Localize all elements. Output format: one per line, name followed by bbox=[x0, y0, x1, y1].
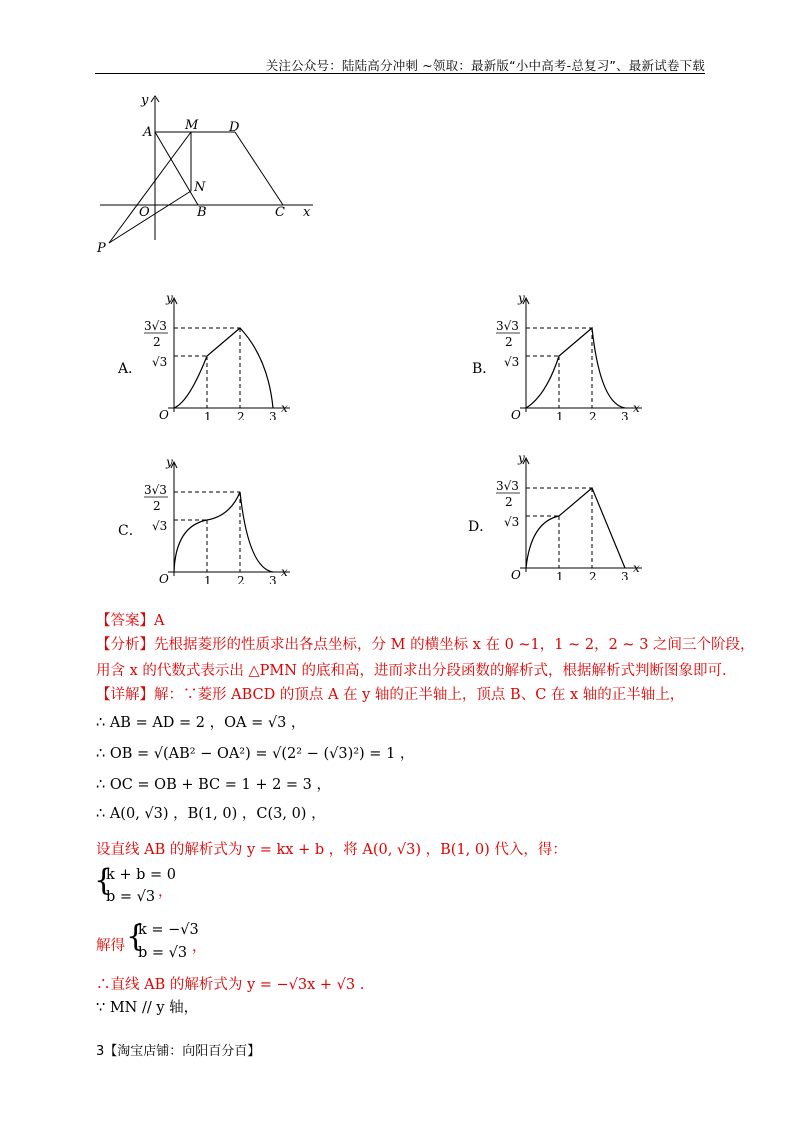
tick-2: 2 bbox=[237, 410, 245, 420]
tick-top-denominator: 2 bbox=[153, 499, 161, 513]
function-curve bbox=[526, 488, 625, 568]
fig-label-B: B bbox=[197, 205, 207, 220]
tick-mid: √3 bbox=[152, 355, 168, 369]
solution-step-4: ∴ A(0, √3) ，B(1, 0) ，C(3, 0) ， bbox=[96, 806, 326, 822]
tick-top-denominator: 2 bbox=[505, 335, 513, 349]
answer-line bbox=[96, 609, 164, 630]
system-2-eq-1: k = −√3 bbox=[138, 922, 199, 938]
system-1-eq-1: k + b = 0 bbox=[106, 867, 177, 883]
option-b-label: B． bbox=[472, 361, 497, 377]
system-2-eq-2: b = √3 bbox=[138, 945, 188, 961]
function-curve bbox=[174, 328, 273, 408]
tick-top-denominator: 2 bbox=[505, 495, 513, 509]
system-2-brace: { bbox=[126, 919, 146, 954]
page-footer: 3【淘宝店铺：向阳百分百】 bbox=[96, 1044, 261, 1059]
analysis-tag: 【分析】 bbox=[96, 637, 154, 653]
option-d-label: D． bbox=[468, 519, 494, 535]
tick-2: 2 bbox=[589, 570, 597, 580]
origin-label: O bbox=[159, 572, 169, 584]
solution-step-3: ∴ OC = OB + BC = 1 + 2 = 3 ， bbox=[96, 777, 332, 793]
fig-label-P: P bbox=[97, 241, 106, 256]
y-axis-label: y bbox=[166, 292, 173, 305]
tick-mid: √3 bbox=[504, 515, 520, 529]
tick-1: 1 bbox=[204, 410, 212, 420]
x-axis-label: x bbox=[633, 401, 640, 415]
analysis-text-1: 先根据菱形的性质求出各点坐标，分 M 的横坐标 x 在 0 ~1，1 ~ 2，2 ~ 3 之间三个阶段， bbox=[154, 637, 755, 653]
tick-3: 3 bbox=[269, 574, 277, 584]
fig-label-y: y bbox=[141, 93, 149, 108]
option-c-label: C． bbox=[118, 523, 143, 539]
solve-label: 解得 bbox=[96, 938, 125, 954]
detail-tag: 【详解】 bbox=[96, 687, 154, 703]
analysis-line-2: 用含 x 的代数式表示出 △PMN 的底和高，进而求出分段函数的解析式，根据解析式判断图象即可. bbox=[96, 663, 727, 679]
origin-label: O bbox=[511, 568, 521, 580]
x-axis-label: x bbox=[281, 401, 288, 415]
x-axis-label: x bbox=[633, 561, 640, 575]
tick-3: 3 bbox=[269, 410, 277, 420]
solution-step-2: ∴ OB = √(AB² − OA²) = √(2² − (√3)²) = 1 ， bbox=[96, 746, 415, 762]
answer-tag: 【答案】 bbox=[96, 613, 154, 629]
analysis-line-1 bbox=[96, 633, 755, 654]
system-1-brace: { bbox=[94, 863, 114, 898]
y-axis-label: y bbox=[166, 456, 173, 469]
fig-label-D: D bbox=[229, 120, 240, 135]
origin-label: O bbox=[511, 408, 521, 420]
tick-mid: √3 bbox=[504, 355, 520, 369]
tick-2: 2 bbox=[237, 574, 245, 584]
detail-intro-text: 解：∵菱形 ABCD 的顶点 A 在 y 轴的正半轴上，顶点 B、C 在 x 轴的正半轴上， bbox=[154, 687, 685, 703]
tick-top-numerator: 3√3 bbox=[496, 319, 519, 333]
tick-mid: √3 bbox=[152, 519, 168, 533]
system-1-eq-2: b = √3 bbox=[106, 889, 156, 905]
option-b-graph bbox=[492, 292, 652, 420]
solution-step-6: ∴直线 AB 的解析式为 y = −√3x + √3 . bbox=[96, 977, 365, 993]
fig-label-N: N bbox=[194, 180, 206, 195]
tick-top-denominator: 2 bbox=[153, 335, 161, 349]
rhombus-figure bbox=[95, 88, 325, 263]
tick-top-numerator: 3√3 bbox=[496, 479, 519, 493]
option-c-graph bbox=[140, 456, 300, 584]
tick-2: 2 bbox=[589, 410, 597, 420]
y-axis-label: y bbox=[518, 292, 525, 305]
origin-label: O bbox=[159, 408, 169, 420]
y-axis-label: y bbox=[518, 452, 525, 465]
system-1-end: ， bbox=[158, 884, 173, 900]
system-2-end: ， bbox=[192, 939, 207, 955]
tick-top-numerator: 3√3 bbox=[144, 319, 167, 333]
solution-step-1: ∴ AB = AD = 2 ，OA = √3 ， bbox=[96, 715, 306, 731]
tick-1: 1 bbox=[204, 574, 212, 584]
function-curve bbox=[526, 328, 625, 408]
answer-value: A bbox=[154, 613, 165, 629]
page-header: 关注公众号：陆陆高分冲刺 ~领取：最新版“小中高考-总复习”、最新试卷下载 bbox=[265, 58, 705, 73]
fig-label-M: M bbox=[185, 118, 199, 133]
solution-step-7: ∵ MN // y 轴， bbox=[96, 1000, 199, 1016]
fig-label-O: O bbox=[139, 205, 150, 220]
fig-label-A: A bbox=[143, 125, 153, 140]
option-d-graph bbox=[492, 452, 652, 580]
tick-1: 1 bbox=[556, 410, 564, 420]
tick-top-numerator: 3√3 bbox=[144, 483, 167, 497]
solution-step-5: 设直线 AB 的解析式为 y = kx + b ，将 A(0, √3) ，B(1, 0) 代入，得： bbox=[96, 842, 567, 858]
x-axis-label: x bbox=[281, 565, 288, 579]
header-rule bbox=[95, 73, 705, 74]
fig-label-x: x bbox=[303, 205, 311, 220]
function-curve bbox=[174, 492, 273, 572]
tick-1: 1 bbox=[556, 570, 564, 580]
detail-intro bbox=[96, 683, 684, 704]
option-a-label: A． bbox=[118, 361, 143, 377]
tick-3: 3 bbox=[621, 410, 629, 420]
option-a-graph bbox=[140, 292, 300, 420]
fig-label-C: C bbox=[275, 205, 285, 220]
tick-3: 3 bbox=[621, 570, 629, 580]
